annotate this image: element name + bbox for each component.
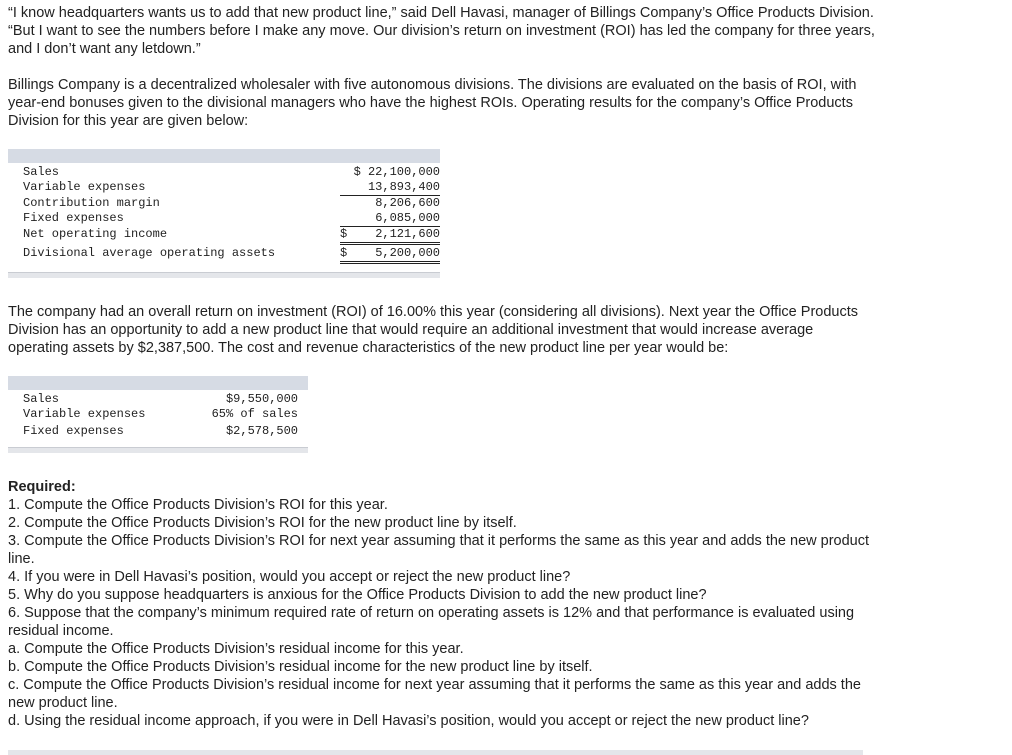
- required-section: [8, 478, 998, 730]
- opportunity-line: Division has an opportunity to add a new product line that would require an additional investment that would increase average: [8, 322, 814, 338]
- row-label: Contribution margin: [23, 196, 160, 210]
- intro-line: and I don’t want any letdown.”: [8, 41, 201, 57]
- table-row: [8, 407, 308, 422]
- row-value: 8,206,600: [375, 196, 440, 210]
- required-item: b. Compute the Office Products Division’s residual income for the new product line by itself.: [8, 659, 593, 675]
- table-header-bar: [8, 376, 308, 390]
- table-row: [8, 211, 440, 226]
- required-item: 1. Compute the Office Products Division’s ROI for this year.: [8, 497, 388, 513]
- background-line: Division for this year are given below:: [8, 113, 249, 129]
- table-row: [8, 392, 308, 407]
- new-product-line-table: [8, 376, 308, 456]
- table-header-bar: [8, 149, 440, 163]
- row-label: Net operating income: [23, 227, 168, 241]
- required-item: residual income.: [8, 623, 114, 639]
- currency-sign: $: [340, 246, 348, 260]
- bottom-divider: [8, 750, 863, 755]
- background-paragraph: [8, 76, 998, 130]
- table-row: [8, 246, 440, 261]
- row-label: Fixed expenses: [23, 211, 124, 225]
- required-item: 2. Compute the Office Products Division’s ROI for the new product line by itself.: [8, 515, 517, 531]
- row-label: Sales: [23, 392, 60, 406]
- opportunity-paragraph: [8, 303, 998, 357]
- row-value: $9,550,000: [225, 392, 298, 406]
- table-row: [8, 424, 308, 439]
- required-item: d. Using the residual income approach, if you were in Dell Havasi’s position, would you accept or reject the new product line?: [8, 713, 809, 729]
- row-value: $ 22,100,000: [353, 165, 440, 179]
- background-line: year-end bonuses given to the divisional managers who have the highest ROIs. Operating results for the company’s Office Products: [8, 95, 853, 111]
- required-item: line.: [8, 551, 35, 567]
- row-value: 6,085,000: [340, 211, 440, 227]
- background-line: Billings Company is a decentralized wholesaler with five autonomous divisions. The divisions are evaluated on the basis of ROI, with: [8, 77, 857, 93]
- row-label: Divisional average operating assets: [23, 246, 276, 260]
- operating-results-table: [8, 149, 440, 279]
- required-item: new product line.: [8, 695, 118, 711]
- table-row: [8, 227, 440, 242]
- row-value: 13,893,400: [340, 180, 440, 196]
- required-item: c. Compute the Office Products Division’s residual income for next year assuming that it performs the same as this year and adds the: [8, 677, 861, 693]
- row-value: 2,121,600: [340, 227, 440, 245]
- required-item: 5. Why do you suppose headquarters is anxious for the Office Products Division to add the new product line?: [8, 587, 707, 603]
- table-footer-bar: [8, 272, 440, 278]
- row-label: Sales: [23, 165, 60, 179]
- table-footer-bar: [8, 447, 308, 453]
- required-item: 3. Compute the Office Products Division’s ROI for next year assuming that it performs the same as this year and adds the new product: [8, 533, 870, 549]
- intro-line: “But I want to see the numbers before I make any move. Our division’s return on investment (ROI) has led the company for three years,: [8, 23, 875, 39]
- row-label: Variable expenses: [23, 407, 146, 421]
- row-value: 5,200,000: [340, 246, 440, 264]
- intro-line: “I know headquarters wants us to add that new product line,” said Dell Havasi, manager of Billings Company’s Office Products Division.: [8, 5, 874, 21]
- row-label: Fixed expenses: [23, 424, 124, 438]
- opportunity-line: The company had an overall return on investment (ROI) of 16.00% this year (considering all divisions). Next year the Office Products: [8, 304, 858, 320]
- currency-sign: $: [340, 227, 348, 241]
- required-item: 4. If you were in Dell Havasi’s position, would you accept or reject the new product line?: [8, 569, 571, 585]
- required-item: a. Compute the Office Products Division’s residual income for this year.: [8, 641, 464, 657]
- row-value: $2,578,500: [225, 424, 298, 438]
- row-label: Variable expenses: [23, 180, 146, 194]
- intro-paragraph: [8, 4, 998, 58]
- table-row: [8, 165, 440, 180]
- required-heading: Required:: [8, 479, 76, 495]
- opportunity-line: operating assets by $2,387,500. The cost and revenue characteristics of the new product line per year would be:: [8, 340, 729, 356]
- row-value: 65% of sales: [211, 407, 298, 421]
- table-row: [8, 196, 440, 211]
- table-row: [8, 180, 440, 195]
- required-item: 6. Suppose that the company’s minimum required rate of return on operating assets is 12% and that performance is evaluated using: [8, 605, 855, 621]
